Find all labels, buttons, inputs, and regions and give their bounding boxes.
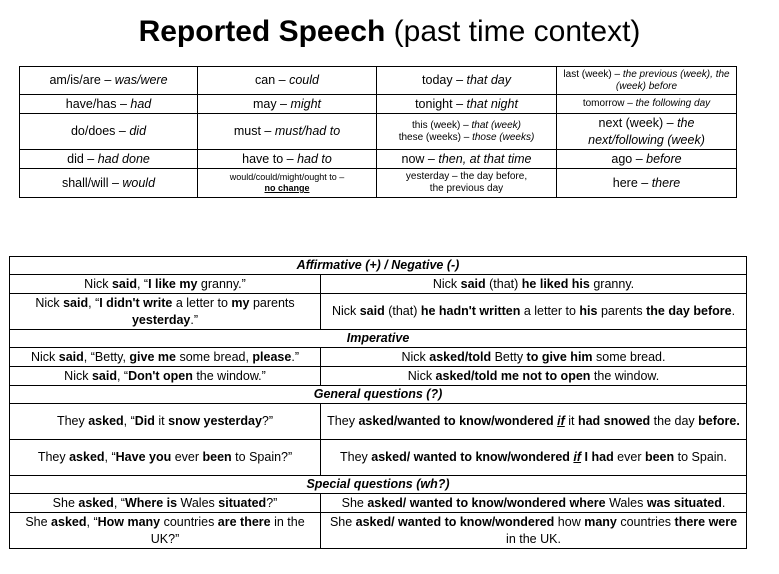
reported-speech-cell: Nick asked/told Betty to give him some bread. (321, 348, 747, 367)
section-heading-row (10, 257, 747, 275)
table-cell: tonight – that night (377, 95, 557, 114)
table-cell: may – might (198, 95, 377, 114)
table-cell: ago – before (557, 150, 737, 169)
table-row (10, 367, 747, 386)
direct-speech-cell: Nick said, “Don't open the window.” (10, 367, 321, 386)
section-heading-special-questions: Special questions (wh?) (10, 476, 747, 494)
reported-speech-cell: They asked/wanted to know/wondered if it had snowed the day before. (321, 404, 747, 440)
direct-speech-cell: She asked, “How many countries are there in the UK?” (10, 513, 321, 549)
reported-speech-cell: Nick asked/told me not to open the window. (321, 367, 747, 386)
section-heading-affirmative: Affirmative (+) / Negative (-) (10, 257, 747, 275)
table-row (20, 95, 737, 114)
table-cell: now – then, at that time (377, 150, 557, 169)
table-row (20, 114, 737, 150)
table-cell: must – must/had to (198, 114, 377, 150)
reported-speech-cell: Nick said (that) he hadn't written a letter to his parents the day before. (321, 294, 747, 330)
table-row (10, 275, 747, 294)
examples-table (9, 256, 747, 549)
table-row (10, 440, 747, 476)
table-row (10, 348, 747, 367)
table-cell: here – there (557, 169, 737, 198)
reported-speech-cell: They asked/ wanted to know/wondered if I had ever been to Spain. (321, 440, 747, 476)
table-row (20, 169, 737, 198)
table-row (10, 513, 747, 549)
section-heading-row (10, 386, 747, 404)
section-heading-row (10, 476, 747, 494)
table-row (20, 150, 737, 169)
table-cell: shall/will – would (20, 169, 198, 198)
table-row (10, 294, 747, 330)
direct-speech-cell: Nick said, “I didn't write a letter to my parents yesterday.” (10, 294, 321, 330)
table-cell: this (week) – that (week) these (weeks) – those (weeks) (377, 114, 557, 150)
table-cell: am/is/are – was/were (20, 67, 198, 95)
section-heading-general-questions: General questions (?) (10, 386, 747, 404)
table-cell: do/does – did (20, 114, 198, 150)
table-cell: have/has – had (20, 95, 198, 114)
title-main: Reported Speech (138, 15, 386, 48)
direct-speech-cell: She asked, “Where is Wales situated?” (10, 494, 321, 513)
direct-speech-cell: They asked, “Did it snow yesterday?” (10, 404, 321, 440)
table-cell: today – that day (377, 67, 557, 95)
reported-speech-cell: Nick said (that) he liked his granny. (321, 275, 747, 294)
table-row (10, 494, 747, 513)
table-cell: yesterday – the day before, the previous day (377, 169, 557, 198)
table-cell: would/could/might/ought to – no change (198, 169, 377, 198)
direct-speech-cell: Nick said, “I like my granny.” (10, 275, 321, 294)
page-title (0, 12, 779, 52)
direct-speech-cell: They asked, “Have you ever been to Spain?” (10, 440, 321, 476)
table-cell: last (week) – the previous (week), the (week) before (557, 67, 737, 95)
table-cell: tomorrow – the following day (557, 95, 737, 114)
tense-shift-table (19, 66, 737, 198)
section-heading-imperative: Imperative (10, 330, 747, 348)
reported-speech-cell: She asked/ wanted to know/wondered how many countries there were in the UK. (321, 513, 747, 549)
title-context: (past time context) (385, 15, 641, 48)
reported-speech-cell: She asked/ wanted to know/wondered where Wales was situated. (321, 494, 747, 513)
table-cell: can – could (198, 67, 377, 95)
table-row (20, 67, 737, 95)
table-cell: next (week) – the next/following (week) (557, 114, 737, 150)
section-heading-row (10, 330, 747, 348)
table-row (10, 404, 747, 440)
table-cell: did – had done (20, 150, 198, 169)
table-cell: have to – had to (198, 150, 377, 169)
direct-speech-cell: Nick said, “Betty, give me some bread, please.” (10, 348, 321, 367)
